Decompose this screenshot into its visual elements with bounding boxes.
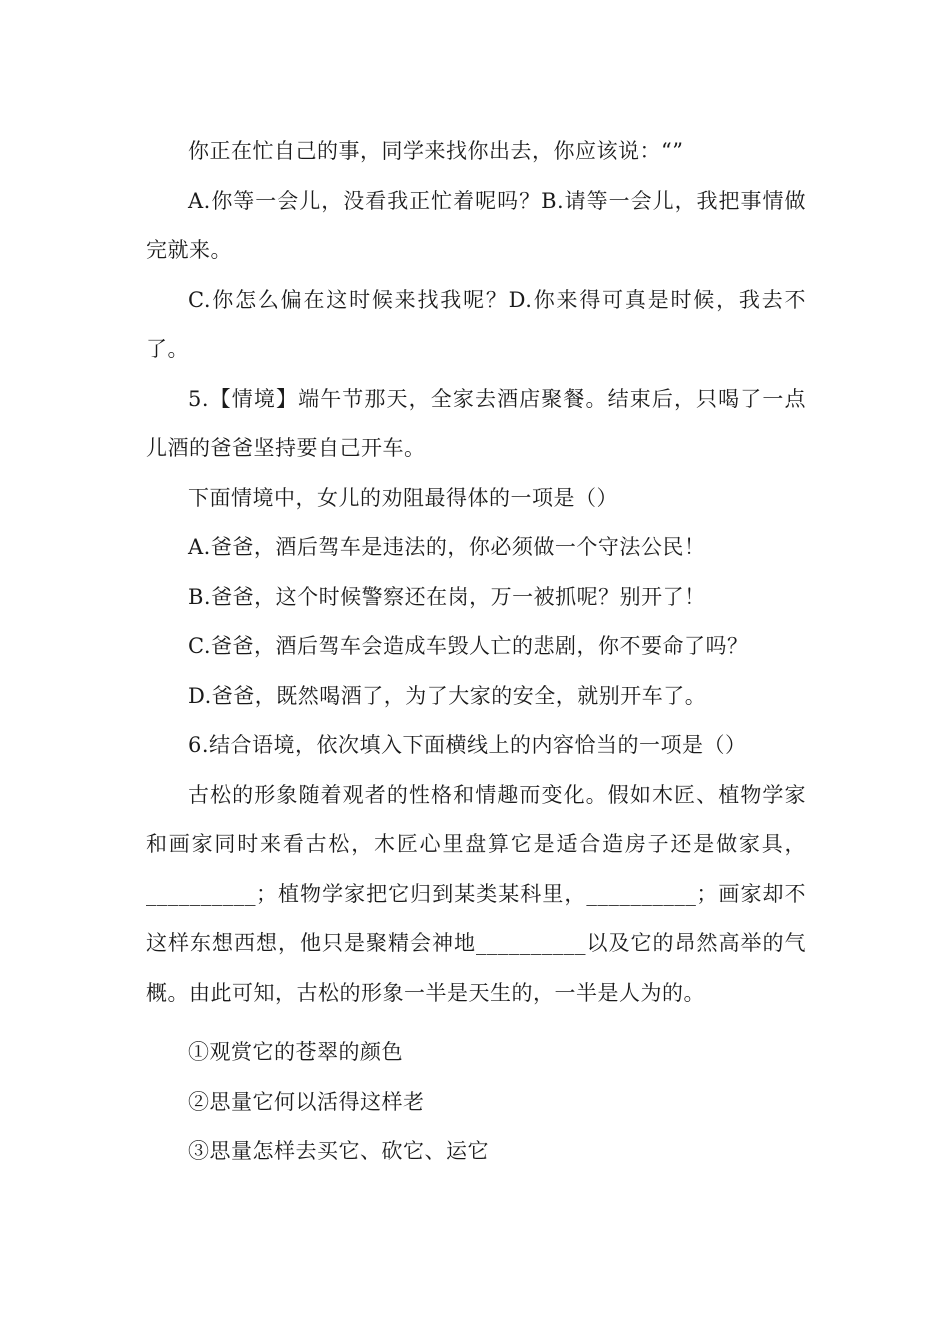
paragraph-item-2: ②思量它何以活得这样老 (188, 1089, 425, 1114)
document-page (146, 127, 806, 1177)
paragraph-option-d: D.爸爸，既然喝酒了，为了大家的安全，就别开车了。 (188, 683, 707, 708)
paragraph-options-c-d: C.你怎么偏在这时候来找我呢？D.你来得可真是时候，我去不了。 (146, 287, 806, 361)
paragraph-options-a-b: A.你等一会儿，没看我正忙着呢吗？B.请等一会儿，我把事情做完就来。 (146, 188, 806, 262)
paragraph-question-5-prompt: 下面情境中，女儿的劝阻最得体的一项是（） (188, 485, 618, 510)
paragraph-item-1: ①观赏它的苍翠的颜色 (188, 1040, 403, 1064)
paragraph-item-3: ③思量怎样去买它、砍它、运它 (188, 1139, 489, 1163)
paragraph-question-5-scenario: 5.【情境】端午节那天，全家去酒店聚餐。结束后，只喝了一点儿酒的爸爸坚持要自己开车。 (146, 386, 806, 460)
paragraph-option-a: A.爸爸，酒后驾车是违法的，你必须做一个守法公民！ (188, 535, 706, 559)
paragraph-option-b: B.爸爸，这个时候警察还在岗，万一被抓呢？别开了！ (188, 584, 706, 609)
paragraph-question-6-passage: 古松的形象随着观者的性格和情趣而变化。假如木匠、植物学家和画家同时来看古松，木匠心里盘算它是适合造房子还是做家具，__________；植物学家把它归到某类某科里，__________；画家却不这样东想西想，他只是聚精会神地__________以及它的昂然高举的气概。由此可知，古松的形象一半是天生的，一半是人为的。 (146, 782, 806, 1005)
paragraph-question-context: 你正在忙自己的事，同学来找你出去，你应该说：“” (188, 139, 684, 163)
paragraph-option-c: C.爸爸，酒后驾车会造成车毁人亡的悲剧，你不要命了吗？ (188, 634, 749, 658)
paragraph-question-6-prompt: 6.结合语境，依次填入下面横线上的内容恰当的一项是（） (188, 733, 747, 757)
